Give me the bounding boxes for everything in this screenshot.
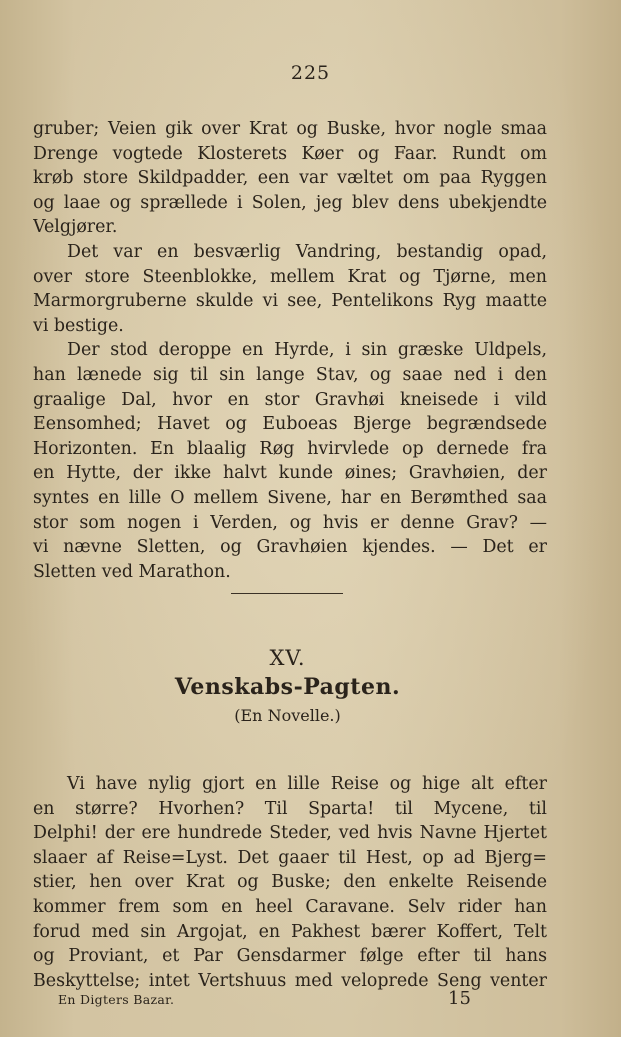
text-line: og Proviant, et Par Gensdarmer følge efter til hans: [33, 946, 547, 967]
page-number: 225: [290, 62, 331, 84]
text-line: en større? Hvorhen? Til Sparta! til Mycene, til: [33, 798, 547, 819]
text-line: Vi have nylig gjort en lille Reise og hige alt efter: [67, 774, 547, 794]
chapter-subtitle: (En Novelle.): [234, 706, 341, 725]
text-line: syntes en lille O mellem Sivene, har en Berømthed saa: [33, 487, 547, 508]
text-line: over store Steenblokke, mellem Krat og Tjørne, men: [33, 266, 547, 287]
text-line: Eensomhed; Havet og Euboeas Bjerge begrændsede: [33, 414, 547, 435]
text-line: Delphi! der ere hundrede Steder, ved hvis Navne Hjertet: [33, 823, 547, 844]
text-after-chapter: [33, 772, 547, 993]
chapter-number: XV.: [269, 646, 306, 670]
text-before-chapter: [33, 117, 547, 584]
text-line: slaaer af Reise=Lyst. Det gaaer til Hest, op ad Bjerg=: [33, 847, 547, 868]
text-line: vi bestige.: [33, 315, 124, 336]
text-line: Der stod deroppe en Hyrde, i sin græske Uldpels,: [67, 340, 547, 361]
footer-book-title: En Digters Bazar.: [58, 992, 175, 1007]
text-line: og laae og sprællede i Solen, jeg blev dens ubekjendte: [33, 192, 547, 213]
chapter-title: Venskabs-Pagten.: [174, 674, 401, 700]
footer-signature-number: 15: [448, 988, 471, 1009]
text-line: krøb store Skildpadder, een var væltet om paa Ryggen: [33, 168, 547, 189]
text-line: Det var en besværlig Vandring, bestandig opad,: [67, 241, 547, 262]
text-line: graalige Dal, hvor en stor Gravhøi kneisede i vild: [33, 389, 547, 410]
text-line: Sletten ved Marathon.: [33, 561, 231, 582]
text-line: en Hytte, der ikke halvt kunde øines; Gravhøien, der: [33, 463, 547, 484]
section-divider: [231, 593, 343, 594]
text-line: Horizonten. En blaalig Røg hvirvlede op dernede fra: [33, 438, 547, 459]
text-line: Beskyttelse; intet Vertshuus med veloprede Seng venter: [33, 970, 547, 991]
text-line: Drenge vogtede Klosterets Køer og Faar. Rundt om: [33, 143, 547, 164]
text-line: stier, hen over Krat og Buske; den enkelte Reisende: [33, 872, 547, 893]
text-line: han lænede sig til sin lange Stav, og saae ned i den: [33, 364, 547, 385]
text-line: vi nævne Sletten, og Gravhøien kjendes. — Det er: [33, 537, 547, 558]
text-line: stor som nogen i Verden, og hvis er denne Grav? —: [33, 512, 547, 533]
text-line: kommer frem som en heel Caravane. Selv rider han: [33, 896, 547, 917]
text-line: Velgjører.: [33, 217, 118, 238]
text-line: Marmorgruberne skulde vi see, Pentelikons Ryg maatte: [33, 291, 547, 312]
text-line: forud med sin Argojat, en Pakhest bærer Koffert, Telt: [33, 921, 547, 942]
text-line: gruber; Veien gik over Krat og Buske, hvor nogle smaa: [33, 119, 547, 139]
